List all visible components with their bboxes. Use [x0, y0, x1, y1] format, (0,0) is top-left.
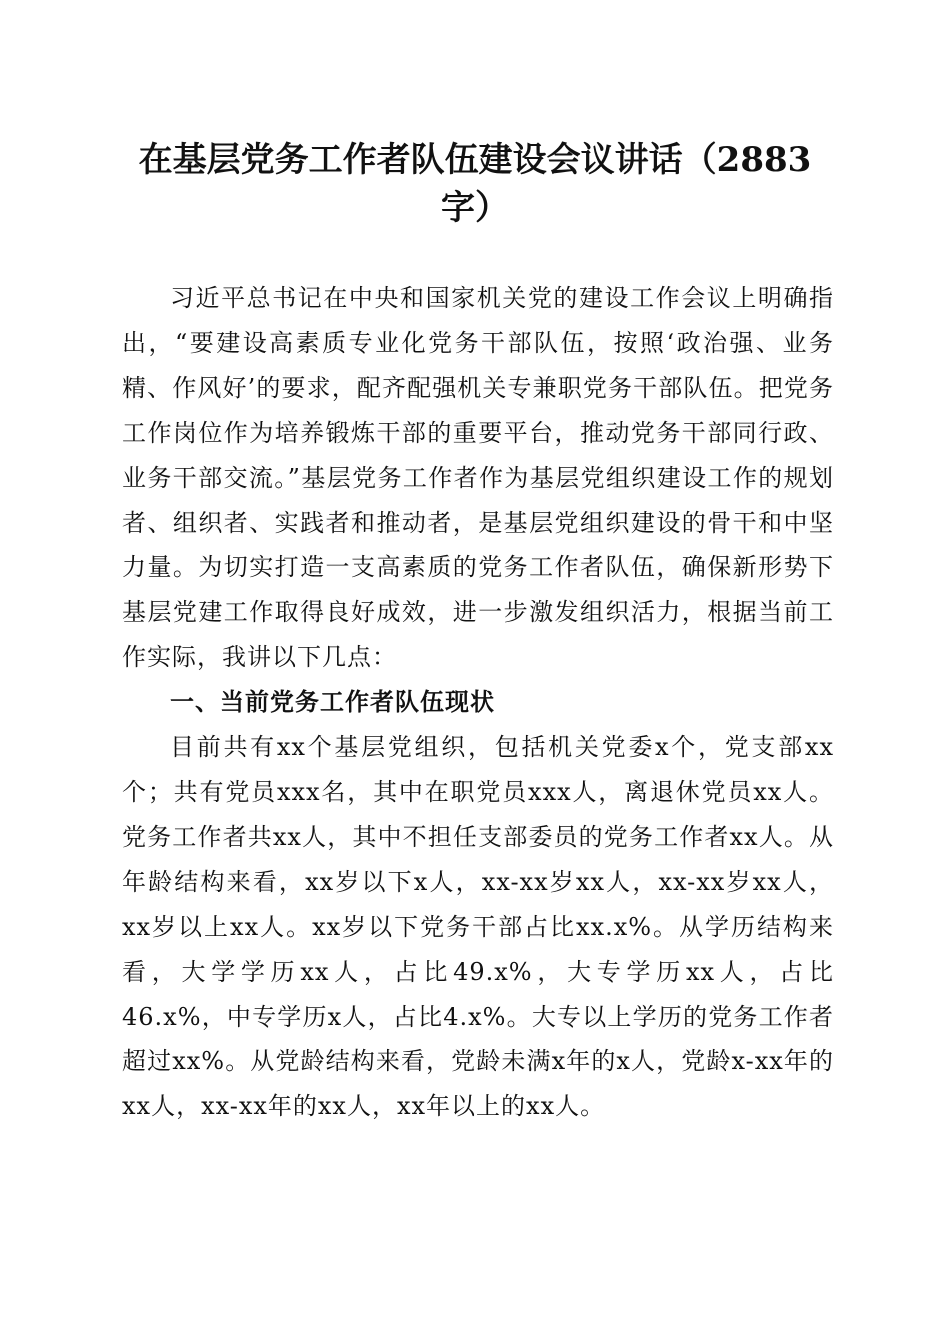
document-body: [122, 276, 834, 1129]
section-1-paragraph: 目前共有xx个基层党组织，包括机关党委x个，党支部xx个；共有党员xxx名，其中在职党员xxx人，离退休党员xx人。党务工作者共xx人，其中不担任支部委员的党务工作者xx人。从年龄结构来看，xx岁以下x人，xx-xx岁xx人，xx-xx岁xx人，xx岁以上xx人。xx岁以下党务干部占比xx.x%。从学历结构来看，大学学历xx人，占比49.x%，大专学历xx人，占比46.x%，中专学历x人，占比4.x%。大专以上学历的党务工作者超过xx%。从党龄结构来看，党龄未满x年的x人，党龄x-xx年的xx人，xx-xx年的xx人，xx年以上的xx人。: [122, 733, 834, 1121]
title-line-1: 在基层党务工作者队伍建设会议讲话（2883: [138, 140, 812, 180]
page-title: [110, 136, 840, 232]
intro-paragraph: 习近平总书记在中央和国家机关党的建设工作会议上明确指出，“要建设高素质专业化党务干部队伍，按照‘政治强、业务精、作风好’的要求，配齐配强机关专兼职党务干部队伍。把党务工作岗位作为培养锻炼干部的重要平台，推动党务干部同行政、业务干部交流。”基层党务工作者作为基层党组织建设工作的规划者、组织者、实践者和推动者，是基层党组织建设的骨干和中坚力量。为切实打造一支高素质的党务工作者队伍，确保新形势下基层党建工作取得良好成效，进一步激发组织活力，根据当前工作实际，我讲以下几点：: [122, 284, 834, 672]
title-line-2: 字）: [441, 188, 509, 228]
section-heading-1: 一、当前党务工作者队伍现状: [170, 688, 495, 717]
